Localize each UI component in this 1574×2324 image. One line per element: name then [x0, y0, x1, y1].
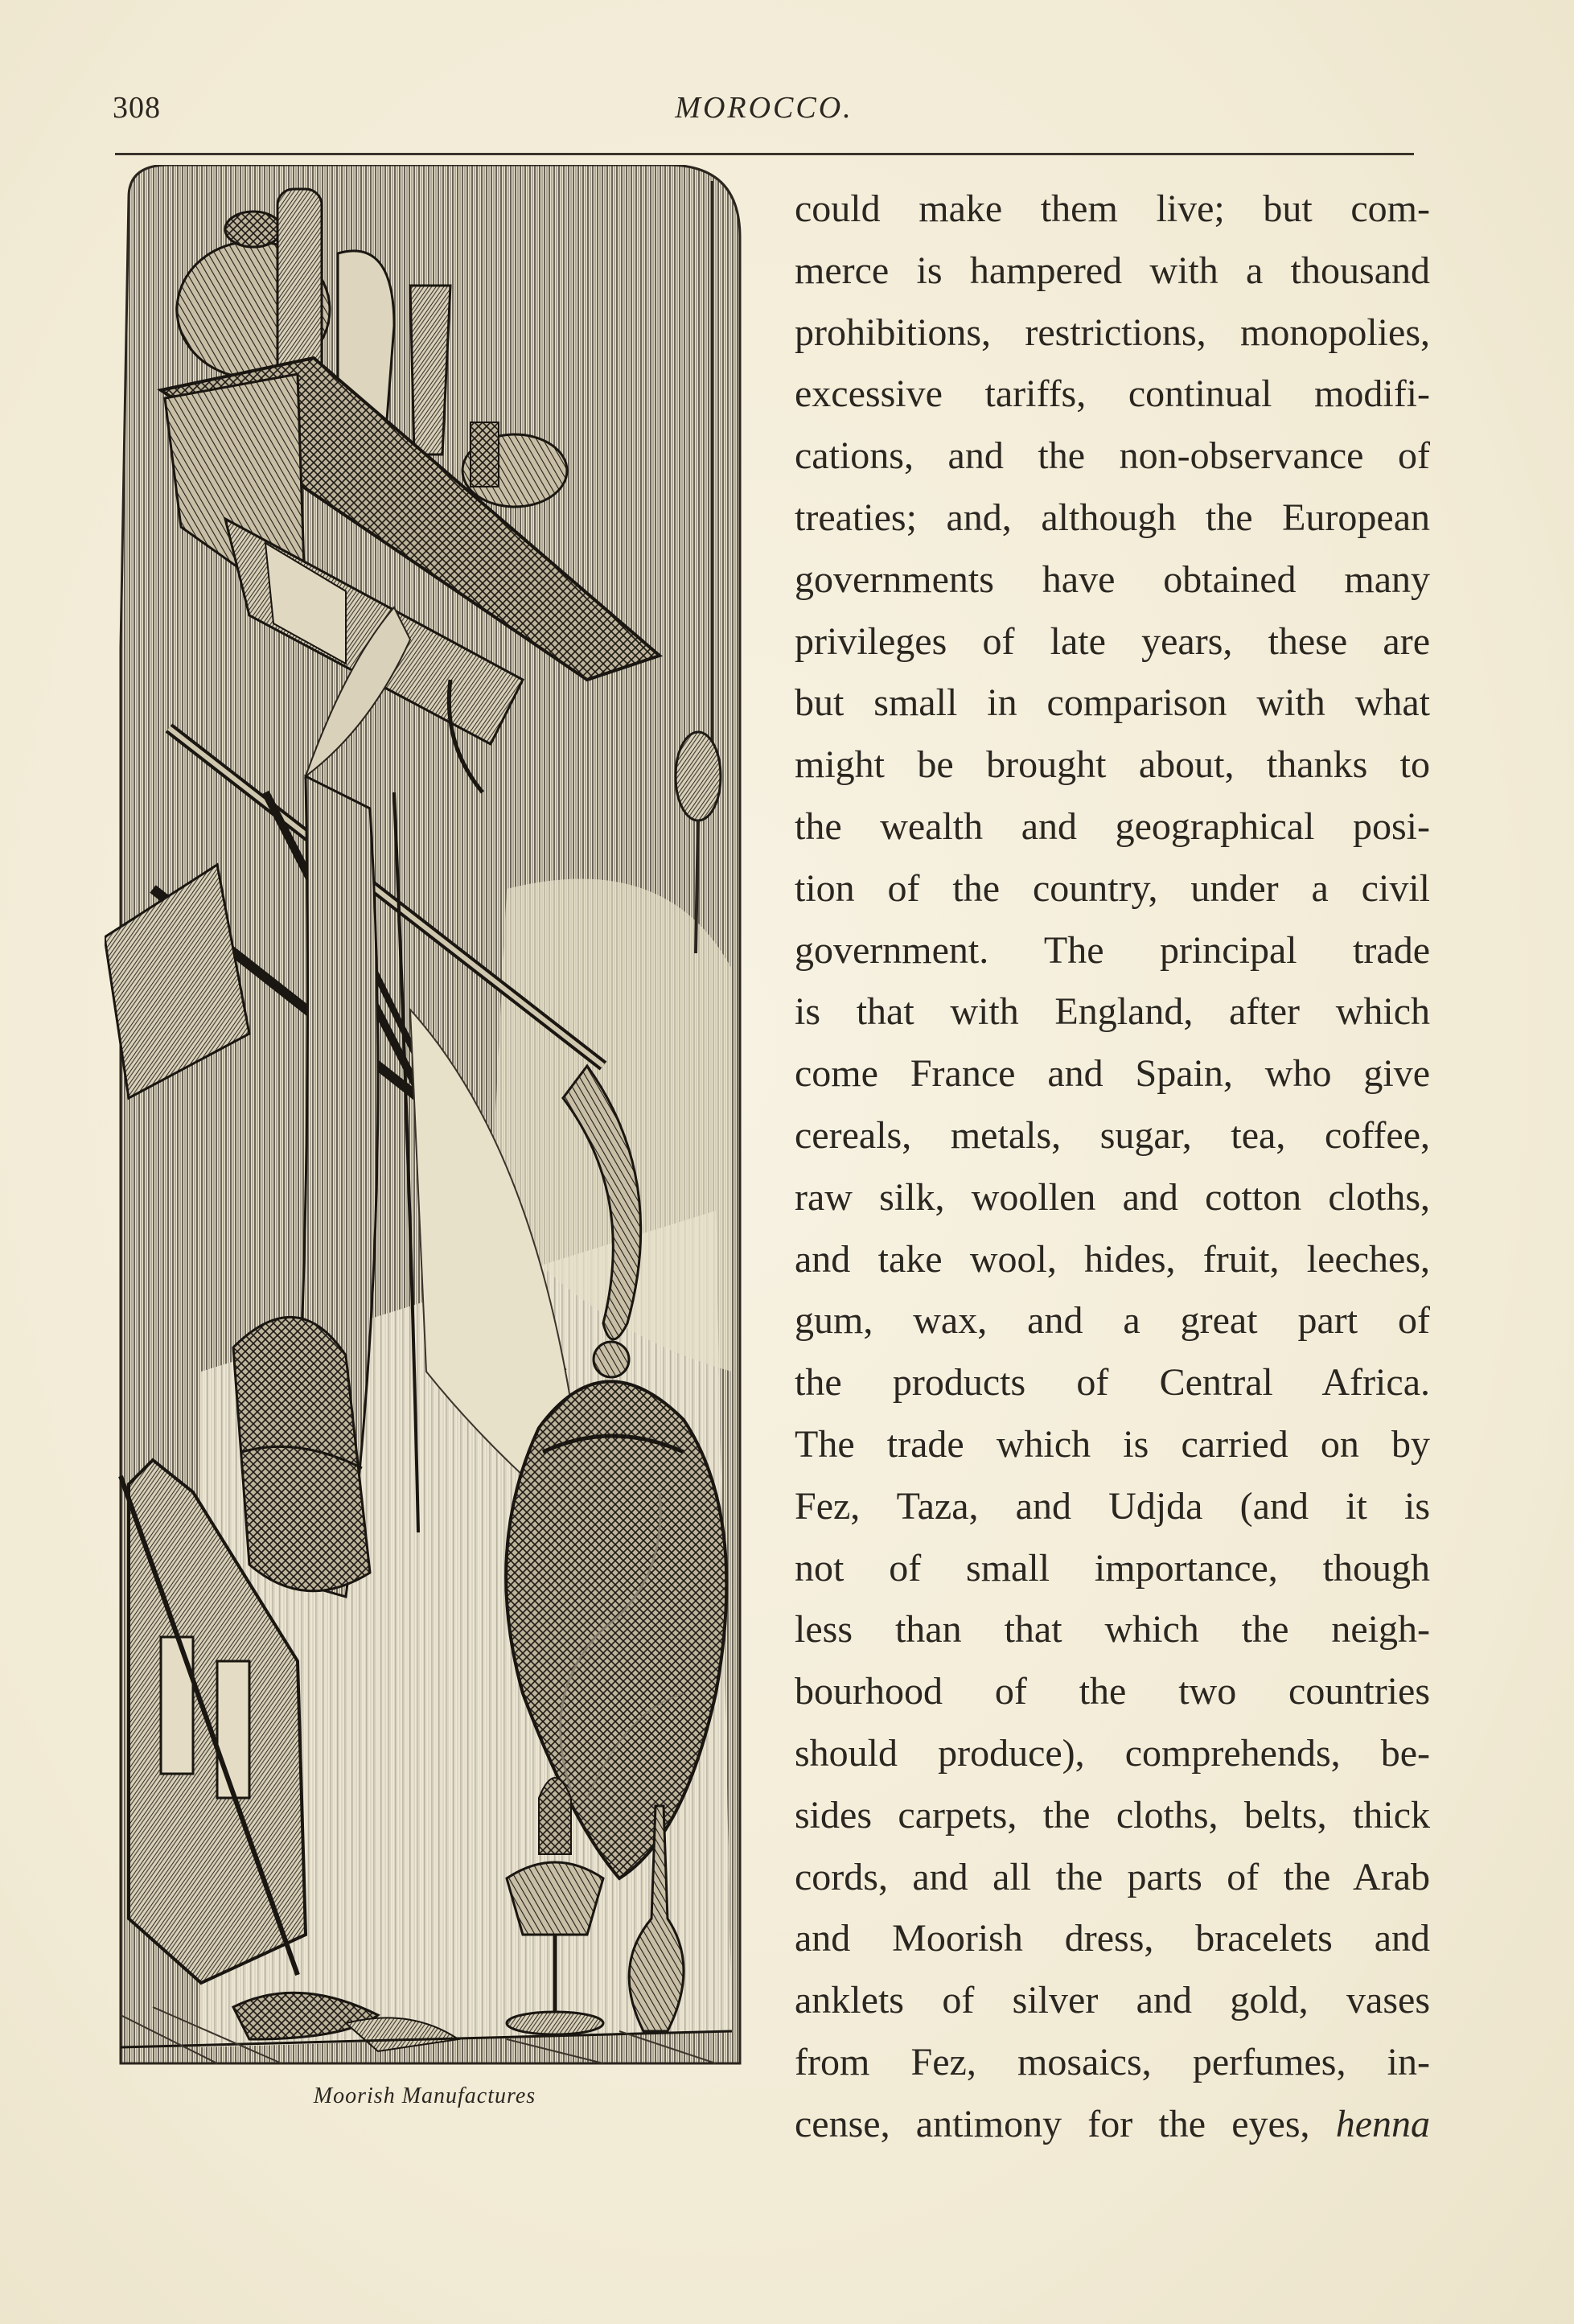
text-line: might be brought about, thanks to: [795, 743, 1430, 787]
italic-word-henna: henna: [1335, 2102, 1430, 2145]
text-line: the wealth and geographical posi-: [795, 804, 1430, 848]
text-line: not of small importance, though: [795, 1546, 1430, 1590]
text-line: privileges of late years, these are: [795, 619, 1430, 663]
running-head: MOROCCO.: [675, 91, 853, 125]
figure-caption: Moorish Manufactures: [313, 2083, 536, 2108]
text-line: but small in comparison with what: [795, 681, 1430, 725]
text-line: tion of the country, under a civil: [795, 866, 1430, 910]
text-line: could make them live; but com-: [795, 187, 1430, 230]
text-line: and take wool, hides, fruit, leeches,: [795, 1237, 1430, 1281]
text-line: government. The principal trade: [795, 928, 1430, 972]
body-text-column: [795, 179, 1430, 2156]
text-line: gum, wax, and a great part of: [795, 1299, 1430, 1343]
text-line: bourhood of the two countries: [795, 1670, 1430, 1713]
text-line: prohibitions, restrictions, monopolies,: [795, 311, 1430, 354]
text-line: The trade which is carried on by: [795, 1422, 1430, 1466]
engraving-moorish-manufactures: [105, 165, 745, 2071]
text-line: should produce), comprehends, be-: [795, 1731, 1430, 1775]
page-header: [113, 90, 1416, 138]
text-line: come France and Spain, who give: [795, 1052, 1430, 1096]
text-line: governments have obtained many: [795, 557, 1430, 601]
text-line: less than that which the neigh-: [795, 1608, 1430, 1651]
text-line: excessive tariffs, continual modifi-: [795, 372, 1430, 416]
text-line: the products of Central Africa.: [795, 1361, 1430, 1405]
text-line: Fez, Taza, and Udjda (and it is: [795, 1484, 1430, 1528]
text-line-last-prefix: cense, antimony for the eyes,: [795, 2102, 1310, 2145]
text-line: and Moorish dress, bracelets and: [795, 1917, 1430, 1960]
text-line: treaties; and, although the European: [795, 496, 1430, 539]
text-line: is that with England, after which: [795, 990, 1430, 1034]
text-line: anklets of silver and gold, vases: [795, 1979, 1430, 2022]
text-line: sides carpets, the cloths, belts, thick: [795, 1793, 1430, 1837]
text-line: raw silk, woollen and cotton cloths,: [795, 1175, 1430, 1219]
text-line: merce is hampered with a thousand: [795, 249, 1430, 292]
text-line: cations, and the non-observance of: [795, 434, 1430, 478]
text-line-last: [795, 2094, 1430, 2156]
page-number: 308: [113, 91, 161, 125]
text-line: from Fez, mosaics, perfumes, in-: [795, 2040, 1430, 2083]
text-line: cereals, metals, sugar, tea, coffee,: [795, 1113, 1430, 1157]
header-rule: [115, 153, 1414, 155]
text-line: cords, and all the parts of the Arab: [795, 1855, 1430, 1898]
